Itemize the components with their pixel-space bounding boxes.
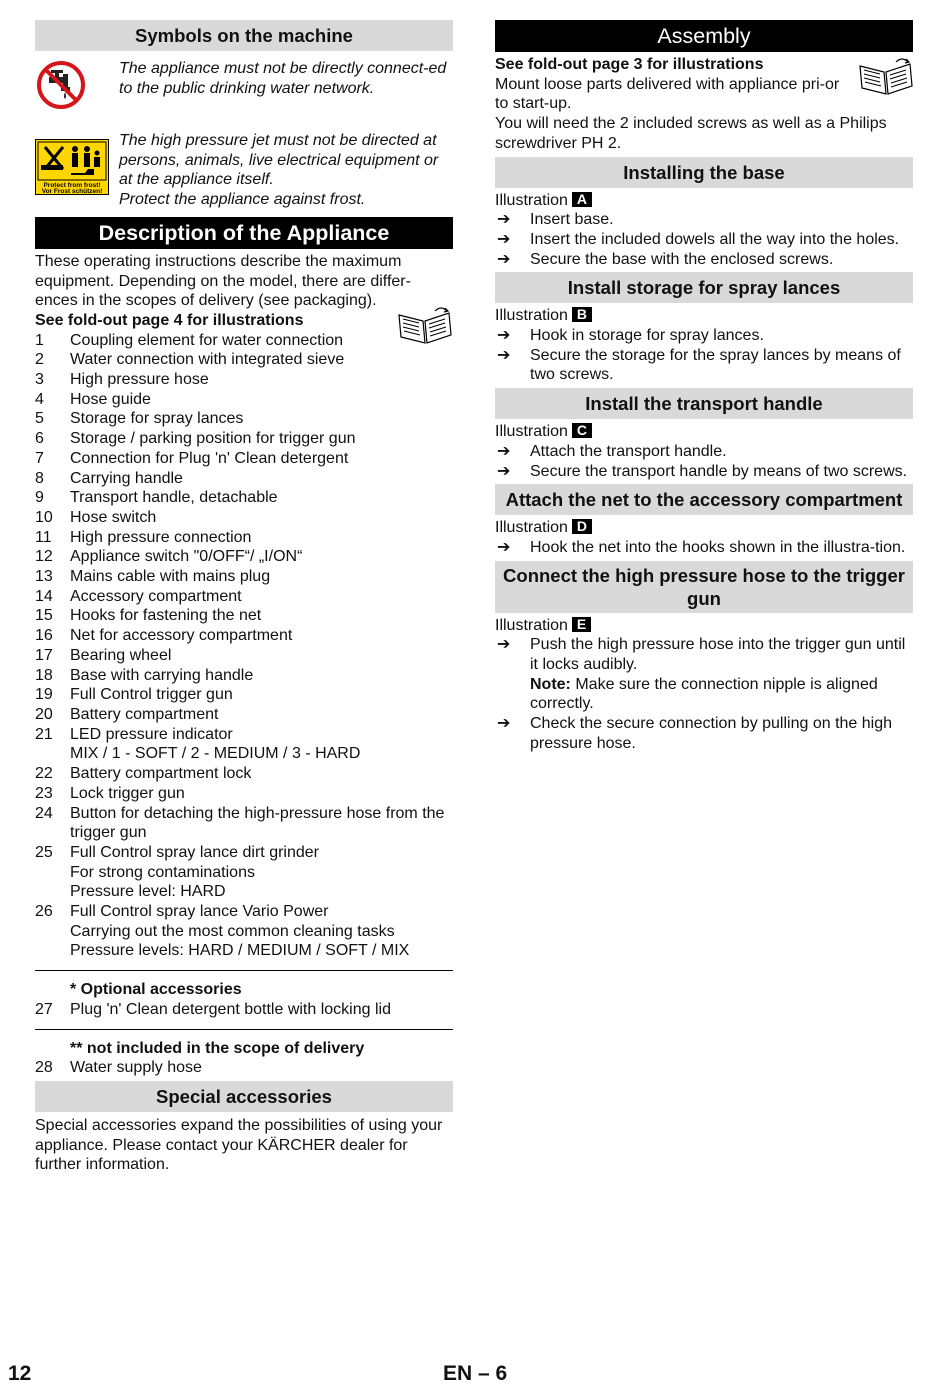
- list-item-number: 28: [35, 1059, 53, 1077]
- special-accessories-text: Special accessories expand the possibilities of using your appliance. Please contact your KÄRCHER dealer for further information.: [35, 1116, 443, 1174]
- list-item-number: 6: [35, 430, 44, 448]
- assembly-see-foldout: See fold-out page 3 for illustrations: [495, 56, 764, 73]
- step-item: [495, 230, 913, 250]
- left-column: [35, 20, 453, 1175]
- list-item-text: Connection for Plug 'n' Clean detergent: [70, 449, 349, 467]
- list-item-text: LED pressure indicator: [70, 725, 233, 743]
- list-item-number: 2: [35, 351, 44, 369]
- list-item-text: Water connection with integrated sieve: [70, 351, 345, 369]
- list-item: [35, 666, 453, 686]
- list-item-number: 3: [35, 371, 44, 389]
- list-item: [35, 508, 453, 528]
- list-item-number: 27: [35, 1000, 53, 1018]
- step-text: Push the high pressure hose into the trigger gun until it locks audibly.: [530, 636, 906, 674]
- list-item-number: 22: [35, 765, 53, 783]
- list-item-text: Carrying out the most common cleaning tasks: [70, 922, 395, 940]
- list-item-text: Full Control spray lance Vario Power: [70, 903, 329, 921]
- list-item-text: Mains cable with mains plug: [70, 568, 271, 586]
- high-pressure-warning-icon: [35, 139, 109, 201]
- list-item-number: 13: [35, 568, 53, 586]
- list-item-text: For strong contaminations: [70, 863, 255, 881]
- list-item-text: Transport handle, detachable: [70, 489, 278, 507]
- list-item: [35, 725, 453, 764]
- step-item: [495, 714, 913, 753]
- step-text: Attach the transport handle.: [530, 442, 727, 460]
- list-item: [35, 646, 453, 666]
- list-item-number: 7: [35, 449, 44, 467]
- list-item-text: High pressure connection: [70, 528, 252, 546]
- not-included-list: [35, 1058, 453, 1078]
- list-item: [35, 1058, 453, 1078]
- step-text: Check the secure connection by pulling on the high pressure hose.: [530, 715, 893, 752]
- list-item: [35, 547, 453, 567]
- list-item-text: Battery compartment: [70, 705, 219, 723]
- list-item-text: MIX / 1 - SOFT / 2 - MEDIUM / 3 - HARD: [70, 745, 361, 763]
- list-item: [35, 606, 453, 626]
- step-item: [495, 538, 913, 558]
- list-item-number: 14: [35, 587, 53, 605]
- step-item: [495, 442, 913, 462]
- step-text: Hook in storage for spray lances.: [530, 327, 764, 345]
- list-item: [35, 429, 453, 449]
- list-item: [35, 409, 453, 429]
- list-item: [35, 488, 453, 508]
- right-column: [495, 20, 913, 754]
- list-item: [35, 370, 453, 390]
- step-text: Secure the storage for the spray lances by means of two screws.: [530, 346, 901, 384]
- arrow-right-icon: ➔: [497, 346, 511, 364]
- list-item: [35, 587, 453, 607]
- illustration-label: Illustration: [495, 519, 568, 537]
- list-item-text: Net for accessory compartment: [70, 627, 293, 645]
- illustration-badge: C: [572, 423, 592, 438]
- list-item: [35, 390, 453, 410]
- step-item: [495, 462, 913, 482]
- step-list: [495, 635, 913, 753]
- step-list: [495, 442, 913, 481]
- list-item-text: Pressure levels: HARD / MEDIUM / SOFT / MIX: [70, 942, 410, 960]
- list-item-number: 16: [35, 627, 53, 645]
- list-item-text: Water supply hose: [70, 1059, 202, 1077]
- section-heading: Installing the base: [495, 157, 913, 188]
- description-list: [35, 331, 453, 962]
- list-item: [35, 685, 453, 705]
- illustration-badge: B: [572, 307, 592, 322]
- list-item-text: Appliance switch "0/OFF“/ „I/ON“: [70, 548, 303, 566]
- list-item-number: 10: [35, 508, 53, 526]
- step-item: [495, 326, 913, 346]
- divider: [35, 970, 453, 971]
- description-intro: These operating instructions describe the maximum equipment. Depending on the model, there are differ-ences in the scopes of delivery (see packaging).: [35, 252, 411, 310]
- note-label: Note:: [530, 675, 571, 693]
- arrow-right-icon: ➔: [497, 442, 511, 460]
- list-item-number: 11: [35, 528, 52, 546]
- illustration-label: Illustration: [495, 307, 568, 325]
- special-accessories-heading: Special accessories: [35, 1081, 453, 1112]
- illustration-ref: [495, 616, 913, 636]
- symbol-row-drinking-water: [35, 59, 453, 115]
- list-item-text: Storage for spray lances: [70, 410, 244, 428]
- illustration-badge: E: [572, 617, 591, 632]
- note-text: Make sure the connection nipple is aligned correctly.: [530, 675, 878, 713]
- list-item-number: 25: [35, 843, 53, 861]
- step-text: Secure the transport handle by means of two screws.: [530, 462, 908, 480]
- list-item: [35, 1000, 453, 1020]
- symbol-frost-text: Protect the appliance against frost.: [119, 191, 366, 209]
- list-item-text: Base with carrying handle: [70, 666, 254, 684]
- arrow-right-icon: ➔: [497, 715, 511, 733]
- assembly-text-2: You will need the 2 included screws as well as a Philips screwdriver PH 2.: [495, 115, 887, 152]
- list-item-text: Pressure level: HARD: [70, 883, 226, 901]
- list-item: [35, 350, 453, 370]
- list-item-text: Lock trigger gun: [70, 784, 185, 802]
- not-included-heading: ** not included in the scope of delivery: [70, 1039, 365, 1057]
- list-item-text: Plug 'n' Clean detergent bottle with locking lid: [70, 1000, 391, 1018]
- list-item: [35, 784, 453, 804]
- list-item-number: 17: [35, 646, 53, 664]
- step-text: Hook the net into the hooks shown in the illustra-tion.: [530, 538, 906, 556]
- illustration-label: Illustration: [495, 191, 568, 209]
- list-item: [35, 764, 453, 784]
- step-item: [495, 635, 913, 714]
- list-item-text: Storage / parking position for trigger gun: [70, 430, 356, 448]
- description-see-foldout: See fold-out page 4 for illustrations: [35, 311, 304, 329]
- list-item: [35, 902, 453, 961]
- list-item: [35, 705, 453, 725]
- list-item-number: 23: [35, 784, 53, 802]
- list-item-number: 12: [35, 548, 53, 566]
- list-item: [35, 469, 453, 489]
- symbol-high-pressure-text: The high pressure jet must not be directed at persons, animals, live electrical equipment or at the appliance itself.: [119, 132, 439, 189]
- divider: [35, 1029, 453, 1030]
- list-item-number: 21: [35, 725, 53, 743]
- list-item-number: 9: [35, 489, 44, 507]
- list-item: [35, 626, 453, 646]
- arrow-right-icon: ➔: [497, 211, 511, 229]
- book-icon: [395, 305, 455, 351]
- list-item: [35, 804, 453, 843]
- symbol-row-high-pressure: [35, 131, 453, 210]
- arrow-right-icon: ➔: [497, 538, 511, 556]
- list-item-number: 19: [35, 686, 53, 704]
- list-item-text: Full Control trigger gun: [70, 686, 233, 704]
- arrow-right-icon: ➔: [497, 230, 511, 248]
- list-item-number: 20: [35, 705, 53, 723]
- symbol-drinking-water-text: The appliance must not be directly connect-ed to the public drinking water network.: [119, 60, 447, 97]
- list-item-number: 18: [35, 666, 53, 684]
- list-item: [35, 567, 453, 587]
- list-item-text: Full Control spray lance dirt grinder: [70, 843, 319, 861]
- frost-sign-text-de: Vor Frost schützen!: [41, 188, 103, 195]
- section-heading: Install the transport handle: [495, 388, 913, 419]
- step-list: [495, 538, 913, 558]
- page-number: 12: [8, 1362, 32, 1385]
- step-item: [495, 210, 913, 230]
- illustration-ref: [495, 518, 913, 538]
- step-list: [495, 210, 913, 269]
- arrow-right-icon: ➔: [497, 250, 511, 268]
- list-item-text: High pressure hose: [70, 371, 209, 389]
- list-item-number: 5: [35, 410, 44, 428]
- list-item-text: Coupling element for water connection: [70, 331, 344, 349]
- list-item-text: Bearing wheel: [70, 646, 172, 664]
- illustration-ref: [495, 306, 913, 326]
- section-heading: Connect the high pressure hose to the trigger gun: [495, 561, 913, 613]
- illustration-label: Illustration: [495, 616, 568, 634]
- list-item-text: Button for detaching the high-pressure hose from the trigger gun: [70, 804, 445, 842]
- assembly-text-1: Mount loose parts delivered with appliance pri-or to start-up.: [495, 75, 840, 113]
- list-item-number: 8: [35, 469, 44, 487]
- step-item: [495, 346, 913, 385]
- arrow-right-icon: ➔: [497, 636, 511, 654]
- step-text: Secure the base with the enclosed screws.: [530, 250, 834, 268]
- no-drinking-water-connection-icon: [35, 59, 87, 117]
- list-item: [35, 843, 453, 902]
- list-item-number: 4: [35, 390, 44, 408]
- list-item-number: 15: [35, 607, 53, 625]
- step-list: [495, 326, 913, 385]
- list-item-number: 26: [35, 903, 53, 921]
- page-label: EN – 6: [443, 1362, 508, 1385]
- frost-sign-text-en: Protect from frost!: [43, 182, 101, 189]
- assembly-heading: Assembly: [495, 20, 913, 52]
- illustration-label: Illustration: [495, 423, 568, 441]
- section-heading: Install storage for spray lances: [495, 272, 913, 303]
- arrow-right-icon: ➔: [497, 462, 511, 480]
- list-item-text: Hooks for fastening the net: [70, 607, 262, 625]
- list-item-text: Battery compartment lock: [70, 765, 252, 783]
- description-heading: Description of the Appliance: [35, 217, 453, 249]
- symbols-heading: Symbols on the machine: [35, 20, 453, 51]
- illustration-ref: [495, 422, 913, 442]
- list-item-text: Hose guide: [70, 390, 151, 408]
- book-icon: [856, 56, 916, 102]
- step-item: [495, 250, 913, 270]
- list-item: [35, 528, 453, 548]
- arrow-right-icon: ➔: [497, 327, 511, 345]
- section-heading: Attach the net to the accessory compartment: [495, 484, 913, 515]
- list-item-text: Carrying handle: [70, 469, 183, 487]
- list-item: [35, 331, 453, 351]
- illustration-badge: D: [572, 519, 592, 534]
- list-item-text: Hose switch: [70, 508, 157, 526]
- optional-accessories-heading: * Optional accessories: [70, 981, 242, 999]
- list-item-number: 1: [35, 331, 44, 349]
- assembly-sections: [495, 157, 913, 754]
- illustration-badge: A: [572, 192, 592, 207]
- list-item-number: 24: [35, 804, 53, 822]
- step-note: [530, 675, 913, 714]
- optional-accessories-list: [35, 1000, 453, 1020]
- list-item-text: Accessory compartment: [70, 587, 242, 605]
- list-item: [35, 449, 453, 469]
- illustration-ref: [495, 191, 913, 211]
- step-text: Insert the included dowels all the way into the holes.: [530, 230, 900, 248]
- step-text: Insert base.: [530, 211, 614, 229]
